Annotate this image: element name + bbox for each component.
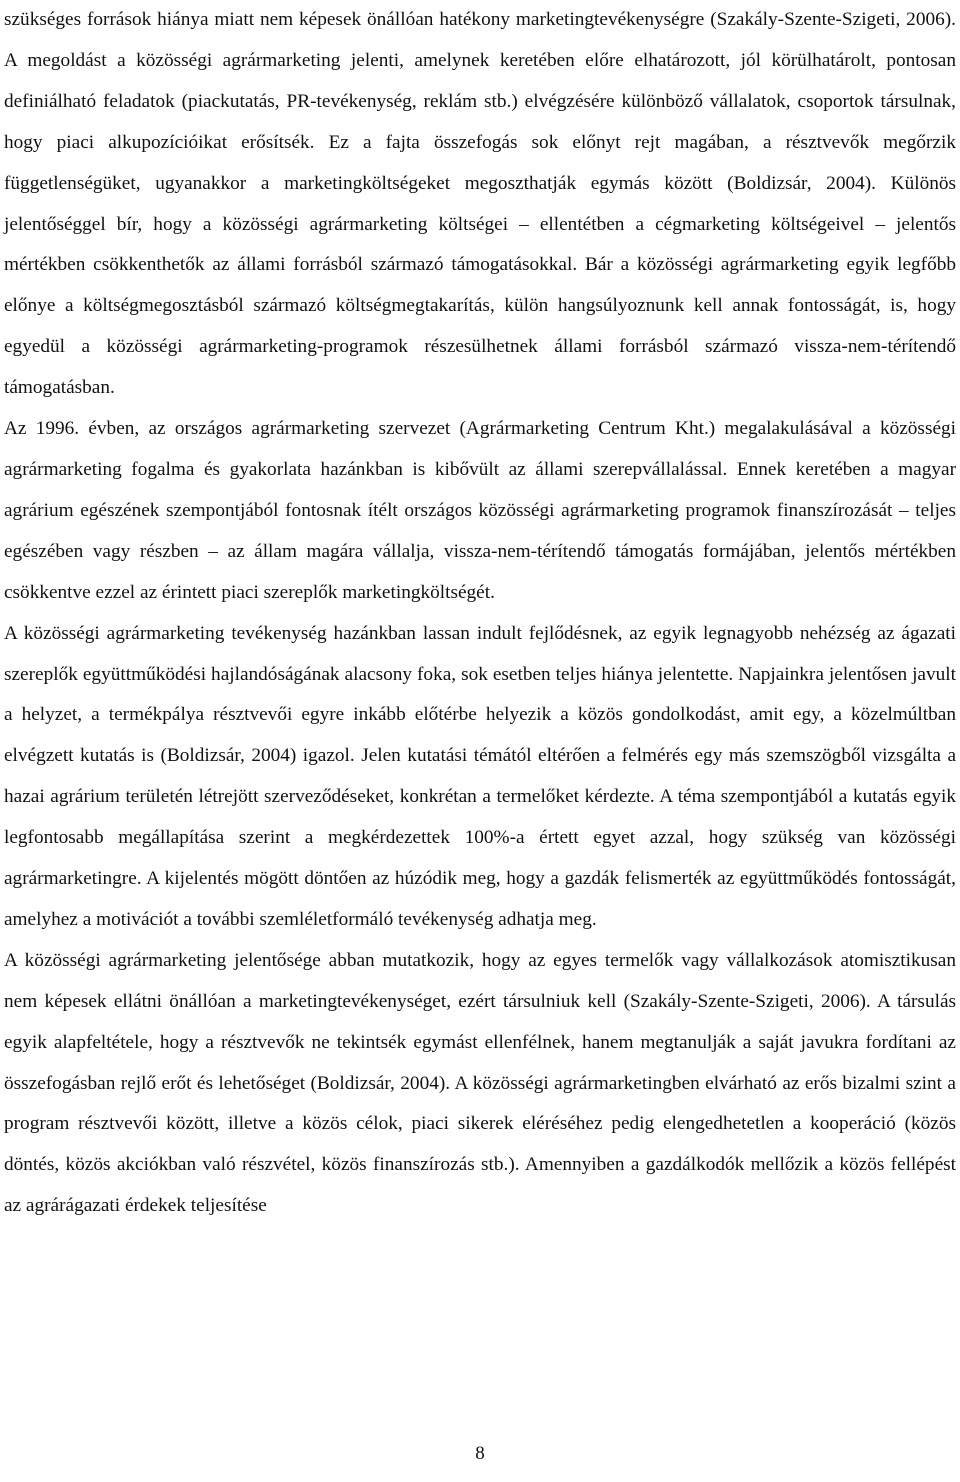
body-text xyxy=(4,0,956,1227)
paragraph-1: szükséges források hiánya miatt nem képesek önállóan hatékony marketingtevékenységre (Szakály-Szente-Szigeti, 2006). A megoldást a közösségi agrármarketing jelenti, amelynek keretében előre elhatározott, jól körülhatárolt, pontosan definiálható feladatok (piackutatás, PR-tevékenység, reklám stb.) elvégzésére különböző vállalatok, csoportok társulnak, hogy piaci alkupozícióikat erősítsék. Ez a fajta összefogás sok előnyt rejt magában, a résztvevők megőrzik függetlenségüket, ugyanakkor a marketingköltségeket megoszthatják egymás között (Boldizsár, 2004). Különös jelentőséggel bír, hogy a közösségi agrármarketing költségei – ellentétben a cégmarketing költségeivel – jelentős mértékben csökkenthetők az állami forrásból származó támogatásokkal. Bár a közösségi agrármarketing egyik legfőbb előnye a költségmegosztásból származó költségmegtakarítás, külön hangsúlyoznunk kell annak fontosságát, is, hogy egyedül a közösségi agrármarketing-programok részesülhetnek állami forrásból származó vissza-nem-térítendő támogatásban. xyxy=(4,9,956,399)
paragraph-4: A közösségi agrármarketing jelentősége abban mutatkozik, hogy az egyes termelők vagy vállalkozások atomisztikusan nem képesek ellátni önállóan a marketingtevékenységet, ezért társulniuk kell (Szakály-Szente-Szigeti, 2006). A társulás egyik alapfeltétele, hogy a résztvevők ne tekintsék egymást ellenfélnek, hanem megtanulják a saját javukra fordítani az összefogásban rejlő erőt és lehetőséget (Boldizsár, 2004). A közösségi agrármarketingben elvárható az erős bizalmi szint a program résztvevői között, illetve a közös célok, piaci sikerek eléréséhez pedig elengedhetetlen a kooperáció (közös döntés, közös akciókban való részvétel, közös finanszírozás stb.). Amennyiben a gazdálkodók mellőzik a közös fellépést az agrárágazati érdekek teljesítése xyxy=(4,949,956,1217)
paragraph-3: A közösségi agrármarketing tevékenység hazánkban lassan indult fejlődésnek, az egyik legnagyobb nehézség az ágazati szereplők együttműködési hajlandóságának alacsony foka, sok esetben teljes hiánya jelentette. Napjainkra jelentősen javult a helyzet, a termékpálya résztvevői egyre inkább előtérbe helyezik a közös gondolkodást, amit egy, a közelmúltban elvégzett kutatás is (Boldizsár, 2004) igazol. Jelen kutatási témától eltérően a felmérés egy más szemszögből vizsgálta a hazai agrárium területén létrejött szerveződéseket, konkrétan a termelőket kérdezte. A téma szempontjából a kutatás egyik legfontosabb megállapítása szerint a megkérdezettek 100%-a értett egyet azzal, hogy szükség van közösségi agrármarketingre. A kijelentés mögött döntően az húzódik meg, hogy a gazdák felismerték az együttműködés fontosságát, amelyhez a motivációt a további szemléletformáló tevékenység adhatja meg. xyxy=(4,622,956,930)
page-number: 8 xyxy=(475,1443,485,1464)
paragraph-2: Az 1996. évben, az országos agrármarketing szervezet (Agrármarketing Centrum Kht.) megalakulásával a közösségi agrármarketing fogalma és gyakorlata hazánkban is kibővült az állami szerepvállalással. Ennek keretében a magyar agrárium egészének szempontjából fontosnak ítélt országos közösségi agrármarketing programok finanszírozását – teljes egészében vagy részben – az állam magára vállalja, vissza-nem-térítendő támogatás formájában, jelentős mértékben csökkentve ezzel az érintett piaci szereplők marketingköltségét. xyxy=(4,418,956,603)
